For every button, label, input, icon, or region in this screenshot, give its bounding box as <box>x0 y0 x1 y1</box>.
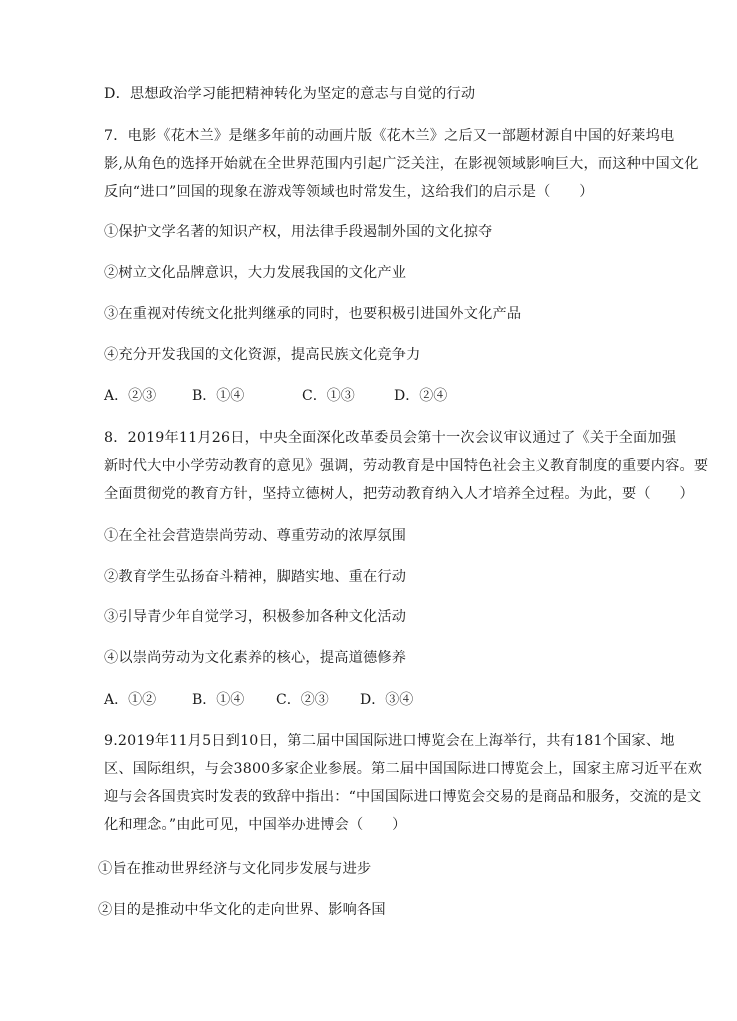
q7-option-c[interactable]: C．①③ <box>302 388 355 404</box>
q6-option-d: D．思想政治学习能把精神转化为坚定的意志与自觉的行动 <box>104 86 476 102</box>
q9-stem-line-1: 9.2019年11月5日到10日，第二届中国国际进口博览会在上海举行，共有181个国家、地 <box>104 733 675 749</box>
q8-option-a[interactable]: A．①② <box>104 692 157 708</box>
q7-statement-1: ①保护文学名著的知识产权，用法律手段遏制外国的文化掠夺 <box>104 224 493 240</box>
q8-stem-line-3: 全面贯彻党的教育方针，坚持立德树人，把劳动教育纳入人才培养全过程。为此，要（ ） <box>104 486 694 502</box>
q9-stem-line-3: 迎与会各国贵宾时发表的致辞中指出：“中国国际进口博览会交易的是商品和服务，交流的是文 <box>104 789 702 805</box>
q8-statement-4: ④以崇尚劳动为文化素养的核心，提高道德修养 <box>104 650 407 666</box>
q9-stem-line-4: 化和理念。”由此可见，中国举办进博会（ ） <box>104 817 407 833</box>
q8-statement-3: ③引导青少年自觉学习，积极参加各种文化活动 <box>104 609 407 625</box>
q8-option-d[interactable]: D．③④ <box>360 692 414 708</box>
q8-stem-line-2: 新时代大中小学劳动教育的意见》强调，劳动教育是中国特色社会主义教育制度的重要内容。要 <box>104 458 709 474</box>
q8-option-c[interactable]: C．②③ <box>276 692 329 708</box>
q7-stem-line-1: 7．电影《花木兰》是继多年前的动画片版《花木兰》之后又一部题材源自中国的好莱坞电 <box>104 128 675 144</box>
q8-statement-1: ①在全社会营造崇尚劳动、尊重劳动的浓厚氛围 <box>104 528 407 544</box>
q8-options <box>104 690 664 710</box>
q9-statement-1: ①旨在推动世界经济与文化同步发展与进步 <box>98 861 372 877</box>
q7-statement-3: ③在重视对传统文化批判继承的同时，也要积极引进国外文化产品 <box>104 306 522 322</box>
q7-option-b[interactable]: B．①④ <box>192 388 245 404</box>
q8-stem-line-1: 8．2019年11月26日，中央全面深化改革委员会第十一次会议审议通过了《关于全面加强 <box>104 430 677 446</box>
q7-stem-line-2: 影,从角色的选择开始就在全世界范围内引起广泛关注，在影视领域影响巨大，而这种中国文化 <box>104 156 699 172</box>
q8-option-b[interactable]: B．①④ <box>192 692 245 708</box>
q7-statement-2: ②树立文化品牌意识，大力发展我国的文化产业 <box>104 265 407 281</box>
q7-stem-line-3: 反向“进口”回国的现象在游戏等领域也时常发生，这给我们的启示是（ ） <box>104 184 594 200</box>
q9-stem-line-2: 区、国际组织，与会3800多家企业参展。第二届中国国际进口博览会上，国家主席习近平在欢 <box>104 761 703 777</box>
q7-option-a[interactable]: A．②③ <box>104 388 157 404</box>
q8-statement-2: ②教育学生弘扬奋斗精神，脚踏实地、重在行动 <box>104 569 407 585</box>
q9-statement-2: ②目的是推动中华文化的走向世界、影响各国 <box>98 902 386 918</box>
q7-statement-4: ④充分开发我国的文化资源，提高民族文化竞争力 <box>104 347 421 363</box>
q7-option-d[interactable]: D．②④ <box>394 388 448 404</box>
q7-options <box>104 386 664 406</box>
